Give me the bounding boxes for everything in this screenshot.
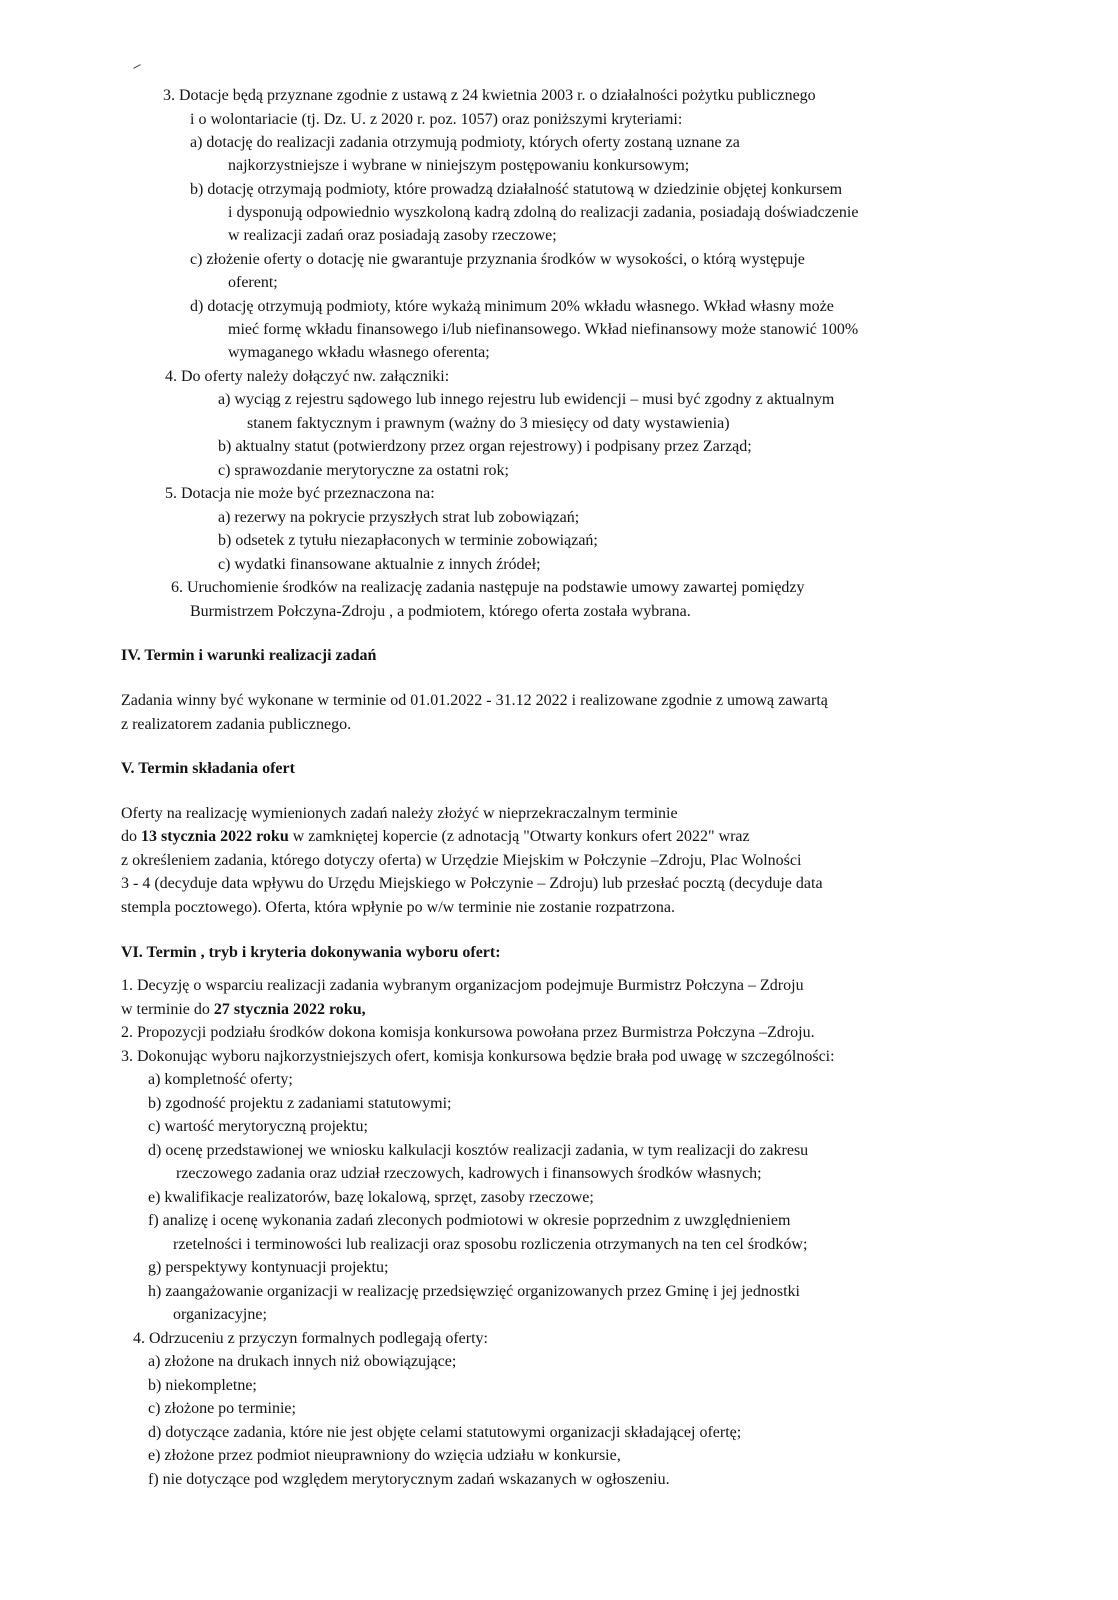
section-vi-item-4: 4. Odrzuceniu z przyczyn formalnych podlegają oferty: <box>133 1330 488 1347</box>
section-v-heading: V. Termin składania ofert <box>121 760 295 777</box>
s3-b-line-1: b) dotację otrzymają podmioty, które prowadzą działalność statutową w dziedzinie objętej konkursem <box>190 181 843 198</box>
s4-a-line-2: stanem faktycznym i prawnym (ważny do 3 miesięcy od daty wystawienia) <box>247 415 730 432</box>
s6-line-1: 6. Uruchomienie środków na realizację zadania następuje na podstawie umowy zawartej pomiędzy <box>171 579 805 596</box>
section-vi-item-2: 2. Propozycji podziału środków dokona komisja konkursowa powołana przez Burmistrza Połczyna –Zdroju. <box>121 1024 815 1041</box>
section-vi-item-3d-line-1: d) ocenę przedstawionej we wniosku kalkulacji kosztów realizacji zadania, w tym realizacji do zakresu <box>148 1142 809 1159</box>
section-vi-item-3a: a) kompletność oferty; <box>148 1071 293 1088</box>
section-vi-item-1-start: w terminie do <box>121 1001 214 1018</box>
section-vi-item-3: 3. Dokonując wyboru najkorzystniejszych ofert, komisja konkursowa będzie brała pod uwagę w szczególności: <box>121 1048 835 1065</box>
s3-c-line-2: oferent; <box>228 274 278 291</box>
section-vi-item-3c: c) wartość merytoryczną projektu; <box>148 1118 368 1135</box>
section-vi-item-3h-line-2: organizacyjne; <box>173 1306 267 1323</box>
s5-item-a: a) rezerwy na pokrycie przyszłych strat lub zobowiązań; <box>218 509 580 526</box>
s5-item-c: c) wydatki finansowane aktualnie z innych źródeł; <box>218 556 541 573</box>
section-iv-para-2: z realizatorem zadania publicznego. <box>121 716 352 733</box>
section-vi-item-1-line-2 <box>121 1000 366 1020</box>
deadline-date: 13 stycznia 2022 roku <box>141 828 289 845</box>
section-vi-item-3f-line-2: rzetelności i terminowości lub realizacji oraz sposobu rozliczenia otrzymanych na ten cel środków; <box>173 1236 808 1253</box>
s3-b-line-3: w realizacji zadań oraz posiadają zasoby rzeczowe; <box>228 227 557 244</box>
section-vi-item-3e: e) kwalifikacje realizatorów, bazę lokalową, sprzęt, zasoby rzeczowe; <box>148 1189 594 1206</box>
section-vi-item-4c: c) złożone po terminie; <box>148 1400 296 1417</box>
s4-a-line-1: a) wyciąg z rejestru sądowego lub innego rejestru lub ewidencji – musi być zgodny z aktualnym <box>218 391 835 408</box>
s3-line-1: 3. Dotacje będą przyznane zgodnie z ustawą z 24 kwietnia 2003 r. o działalności pożytku publicznego <box>163 87 816 104</box>
s6-line-2: Burmistrzem Połczyna-Zdroju , a podmiotem, którego oferta została wybrana. <box>190 603 691 620</box>
scan-mark <box>133 64 141 69</box>
s3-d-line-1: d) dotację otrzymują podmioty, które wykażą minimum 20% wkładu własnego. Wkład własny może <box>190 298 834 315</box>
section-v-para-1: Oferty na realizację wymienionych zadań należy złożyć w nieprzekraczalnym terminie <box>121 805 678 822</box>
section-vi-item-3b: b) zgodność projektu z zadaniami statutowymi; <box>148 1095 452 1112</box>
section-vi-heading: VI. Termin , tryb i kryteria dokonywania wyboru ofert: <box>121 944 501 961</box>
section-v-para-4: 3 - 4 (decyduje data wpływu do Urzędu Miejskiego w Połczynie – Zdroju) lub przesłać pocztą (decyduje data <box>121 875 823 892</box>
section-vi-item-3h-line-1: h) zaangażowanie organizacji w realizację przedsięwzięć organizowanych przez Gminę i jej jednostki <box>148 1283 800 1300</box>
section-iv-heading: IV. Termin i warunki realizacji zadań <box>121 647 377 664</box>
section-vi-item-4d: d) dotyczące zadania, które nie jest objęte celami statutowymi organizacji składającej ofertę; <box>148 1424 742 1441</box>
section-vi-item-4f: f) nie dotyczące pod względem merytorycznym zadań wskazanych w ogłoszeniu. <box>148 1471 670 1488</box>
s4-b-line-1: b) aktualny statut (potwierdzony przez organ rejestrowy) i podpisany przez Zarząd; <box>218 438 752 455</box>
section-v-para-5: stempla pocztowego). Oferta, która wpłynie po w/w terminie nie zostanie rozpatrzona. <box>121 899 676 916</box>
s5-item-b: b) odsetek z tytułu niezapłaconych w terminie zobowiązań; <box>218 532 598 549</box>
section-vi-item-4e: e) złożone przez podmiot nieuprawniony do wzięcia udziału w konkursie, <box>148 1447 621 1464</box>
decision-date: 27 stycznia 2022 roku, <box>213 1001 366 1018</box>
section-vi-item-1-line-1: 1. Decyzję o wsparciu realizacji zadania wybranym organizacjom podejmuje Burmistrz Połczyna – Zdroju <box>121 977 804 994</box>
s3-a-line-1: a) dotację do realizacji zadania otrzymują podmioty, których oferty zostaną uznane za <box>190 134 740 151</box>
section-vi-item-4b: b) niekompletne; <box>148 1377 257 1394</box>
section-v-para-2-start: do <box>121 828 141 845</box>
s3-d-line-2: mieć formę wkładu finansowego i/lub niefinansowego. Wkład niefinansowy może stanowić 100% <box>228 321 859 338</box>
s4-c-line-1: c) sprawozdanie merytoryczne za ostatni rok; <box>218 462 509 479</box>
section-vi-item-3g: g) perspektywy kontynuacji projektu; <box>148 1259 389 1276</box>
section-v-para-3: z określeniem zadania, którego dotyczy oferta) w Urzędzie Miejskim w Połczynie –Zdroju, Plac Wolności <box>121 852 802 869</box>
section-iv-para-1: Zadania winny być wykonane w terminie od 01.01.2022 - 31.12 2022 i realizowane zgodnie z umową zawartą <box>121 692 828 709</box>
section-v-para-2-end: w zamkniętej kopercie (z adnotacją "Otwarty konkurs ofert 2022" wraz <box>288 828 750 845</box>
section-vi-item-3f-line-1: f) analizę i ocenę wykonania zadań zleconych podmiotowi w okresie poprzednim z uwzględnieniem <box>148 1212 791 1229</box>
s4-heading: 4. Do oferty należy dołączyć nw. załączniki: <box>165 368 450 385</box>
section-vi-item-3d-line-2: rzeczowego zadania oraz udział rzeczowych, kadrowych i finansowych środków własnych; <box>176 1165 762 1182</box>
s3-d-line-3: wymaganego wkładu własnego oferenta; <box>228 344 490 361</box>
s3-line-2: i o wolontariacie (tj. Dz. U. z 2020 r. poz. 1057) oraz poniższymi kryteriami: <box>190 111 683 128</box>
s5-heading: 5. Dotacja nie może być przeznaczona na: <box>165 485 435 502</box>
s3-b-line-2: i dysponują odpowiednio wyszkoloną kadrą zdolną do realizacji zadania, posiadają doświadczenie <box>228 204 859 221</box>
section-vi-item-4a: a) złożone na drukach innych niż obowiązujące; <box>148 1353 457 1370</box>
section-v-para-2 <box>121 827 750 847</box>
s3-a-line-2: najkorzystniejsze i wybrane w niniejszym postępowaniu konkursowym; <box>228 157 690 174</box>
s3-c-line-1: c) złożenie oferty o dotację nie gwarantuje przyznania środków w wysokości, o którą występuje <box>190 251 805 268</box>
